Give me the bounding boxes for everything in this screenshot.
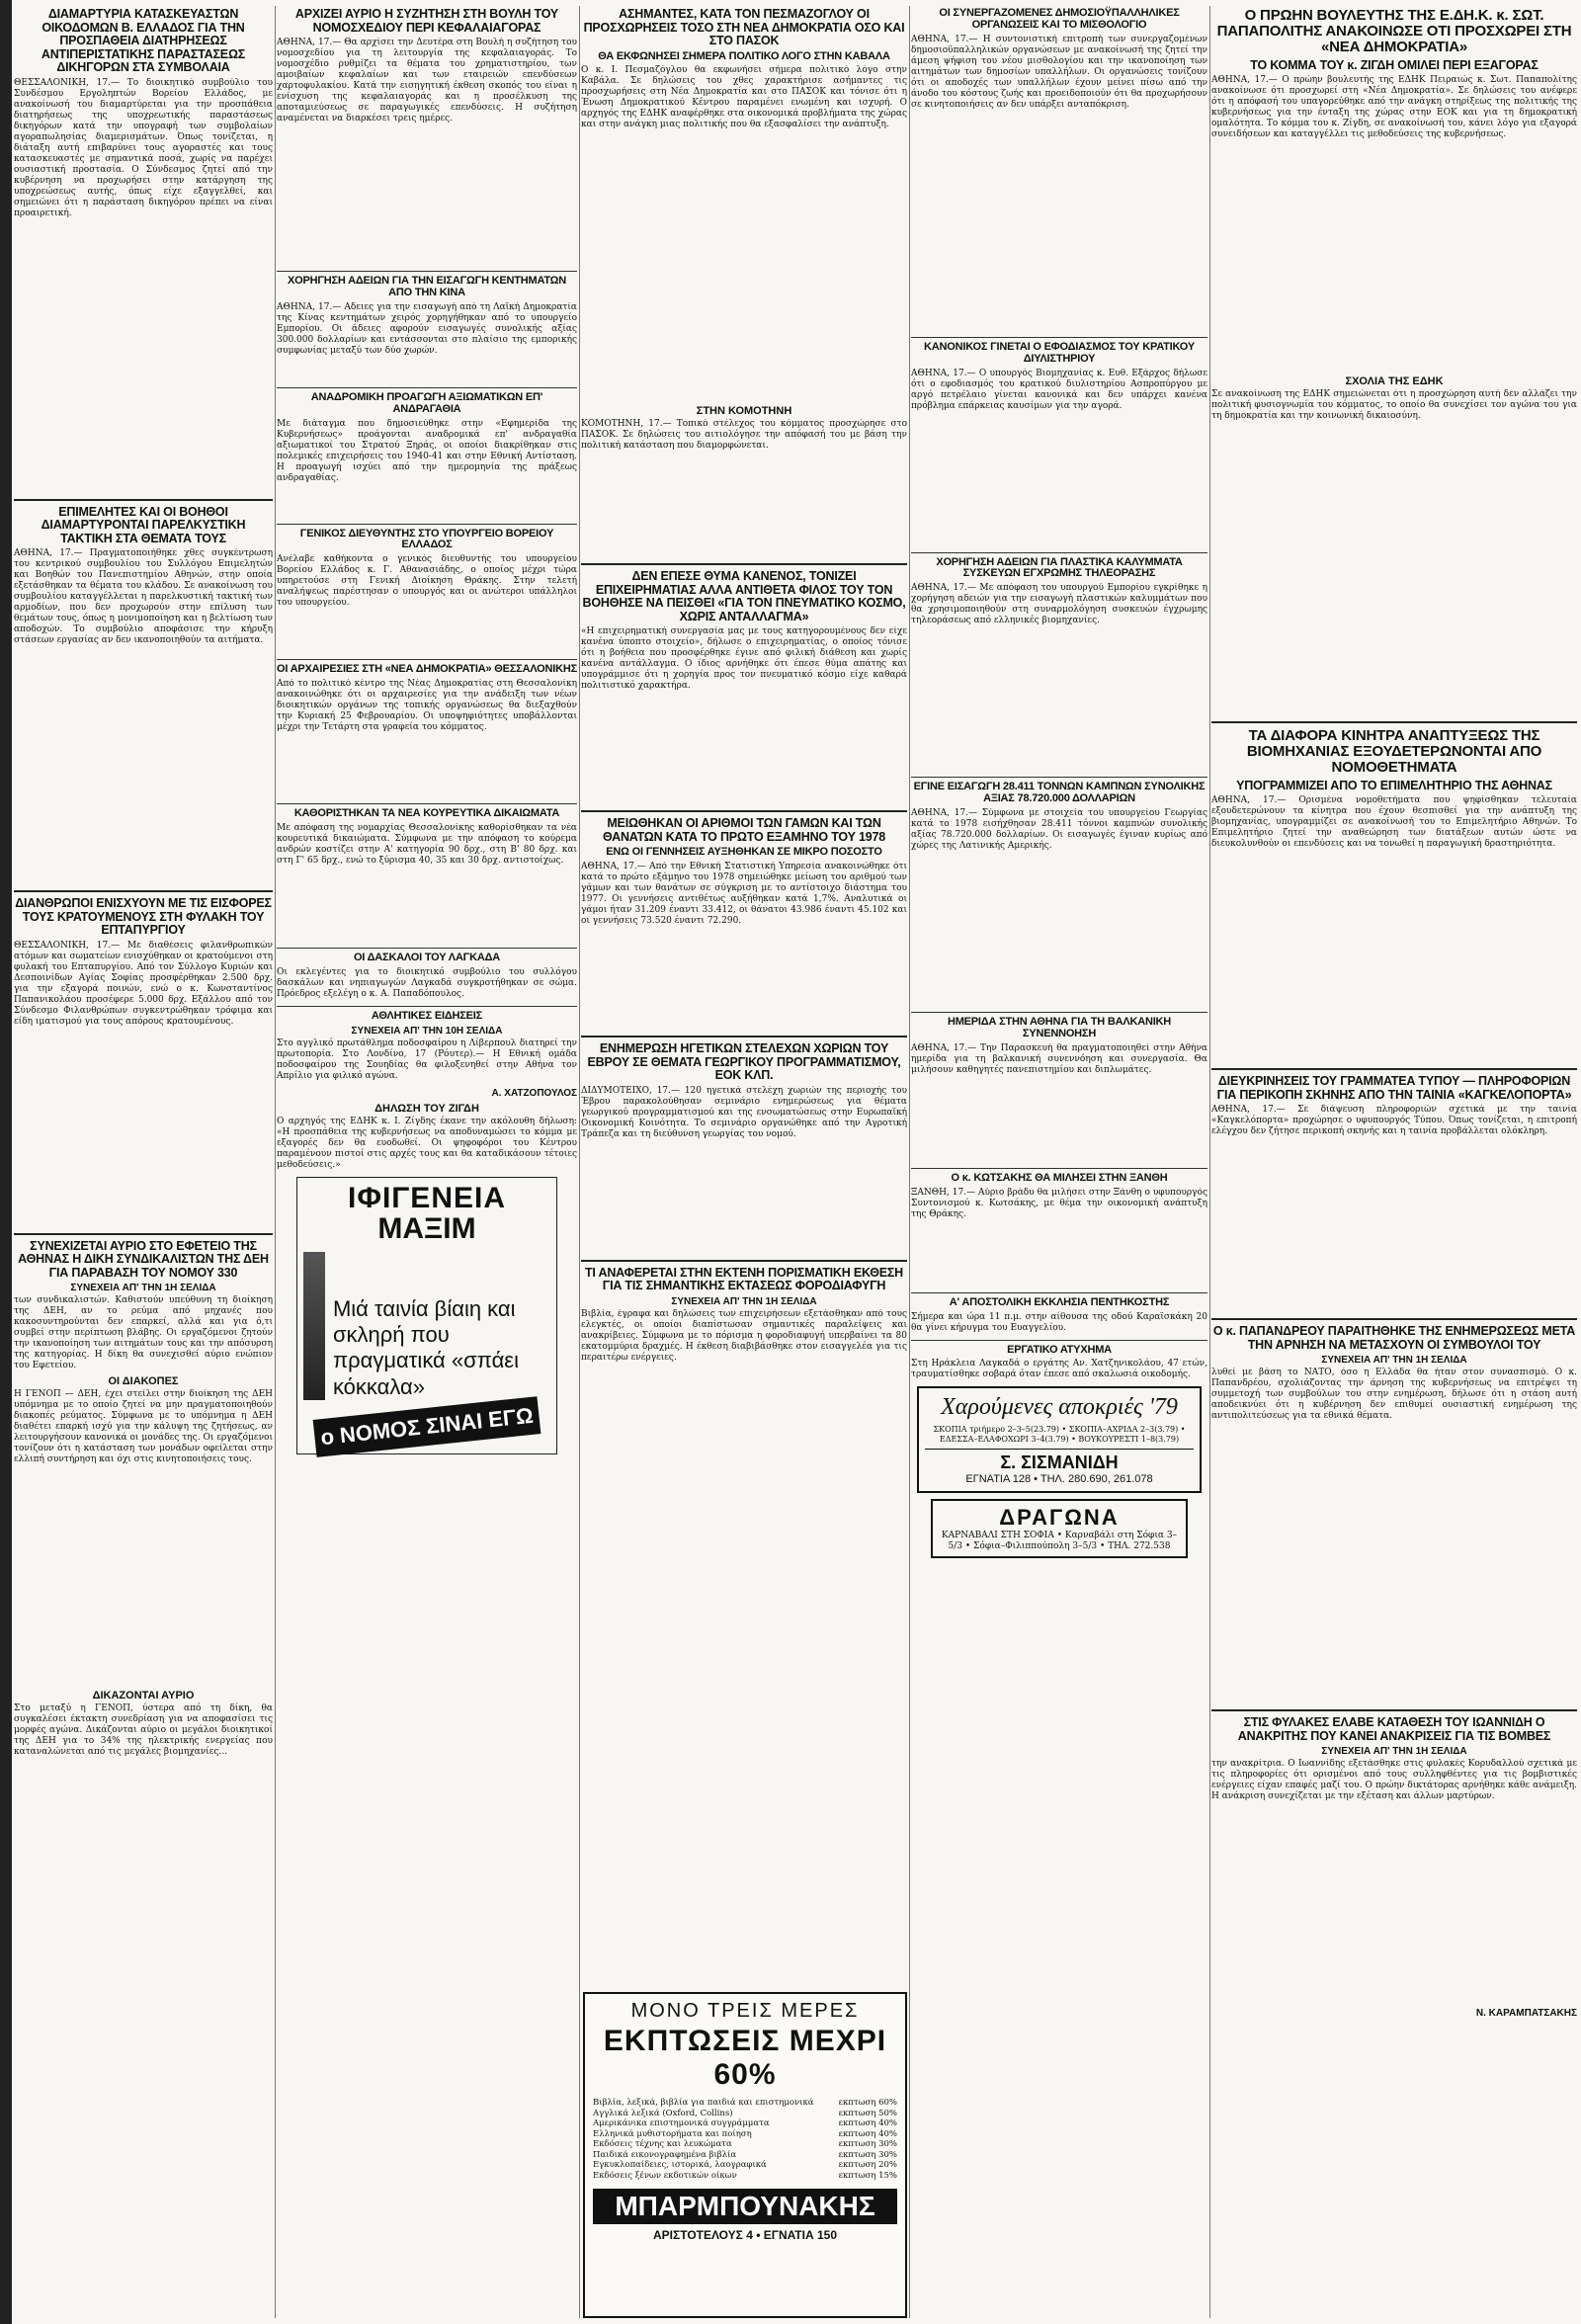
ad-item-row <box>593 2118 897 2129</box>
dragona-advertisement <box>931 1499 1188 1558</box>
divider <box>277 948 577 949</box>
article-body: ΑΘΗΝΑ, 17.— Ο πρώην βουλευτής της ΕΔΗΚ Πειραιώς κ. Σωτ. Παπαπολίτης ανακοίνωσε ότι προσχωρεί στη «Νέα Δημοκρατία». Σε δηλώσεις του ανέφερε ότι η απόφασή του υπαγορεύθηκε από την ανάγκη στηρίξεως της πολιτικής της κυβερνήσεως για την ένταξη της χώρας στην ΕΟΚ και για τη δημοκρατική ομαλότητα. Το κόμμα του κ. Ζίγδη, σε ανακοίνωσή του, κάνει λόγο για εξαγορά συνειδήσεων και καταγγέλλει τις μεθοδεύσεις της κυβερνήσεως. <box>1211 75 1577 140</box>
article-accident <box>911 1345 1207 1381</box>
headline: ΔΕΝ ΕΠΕΣΕ ΘΥΜΑ ΚΑΝΕΝΟΣ, ΤΟΝΙΖΕΙ ΕΠΙΧΕΙΡΗΜΑΤΙΑΣ ΑΛΛΑ ΑΝΤΙΘΕΤΑ ΦΙΛΟΣ ΤΟΥ ΤΟΝ ΒΟΗΘΗΣΕ ΝΑ ΠΕΙΣΘΕΙ «ΓΙΑ ΤΟΝ ΠΝΕΥΜΑΤΙΚΟ ΚΟΣΜΟ, ΧΩΡΙΣ ΑΝΤΑΛΛΑΓΜΑ» <box>582 569 906 623</box>
article-body: ΑΘΗΝΑ, 17.— Αδειες για την εισαγωγή από τη Λαϊκή Δημοκρατία της Κίνας κεντημάτων χειρός χορηγήθηκαν από το υπουργείο Εμπορίου. Οι άδειες αφορούν εισαγωγές συνολικής αξίας 300.000 δολλαρίων και εντάσσονται στο πλαίσιο της εμπορικής συμφωνίας μεταξύ των δύο χωρών. <box>277 301 577 356</box>
headline: ΕΝΗΜΕΡΩΣΗ ΗΓΕΤΙΚΩΝ ΣΤΕΛΕΧΩΝ ΧΩΡΙΩΝ ΤΟΥ ΕΒΡΟΥ ΣΕ ΘΕΜΑΤΑ ΓΕΩΡΓΙΚΟΥ ΠΡΟΓΡΑΜΜΑΤΙΣΜΟΥ, ΕΟΚ ΚΛΠ. <box>587 1041 901 1083</box>
article-general-director <box>277 529 577 654</box>
column-1 <box>14 6 273 1764</box>
article-body: των συνδικαλιστών. Καθιστούν υπεύθυνη τη διοίκηση της ΔΕΗ, αν το ρεύμα από μηχανές που κακοσυντηρούνται δεν επαρκεί, αλλά και για ό,τι συμβεί στην περίπτωση βλάβης. Οι εργαζόμενοι ζητούν την ικανοποίηση των αιτημάτων τους και την απόσυρση της κατηγορίας. Η δίκη θα συνεχισθεί αύριο ενώπιον του Εφετείου. <box>14 1295 273 1370</box>
ad-item-label: Αμερικάνικα επιστημονικά συγγράμματα <box>593 2118 770 2128</box>
article-civil-servants <box>911 8 1207 331</box>
headline: Ο ΠΡΩΗΝ ΒΟΥΛΕΥΤΗΣ ΤΗΣ Ε.ΔΗ.Κ. κ. ΣΩΤ. ΠΑΠΑΠΟΛΙΤΗΣ ΑΝΑΚΟΙΝΩΣΕ ΟΤΙ ΠΡΟΣΧΩΡΕΙ ΣΤΗ «ΝΕΑ ΔΗΜΟΚΡΑΤΙΑ» <box>1216 7 1572 56</box>
ad-item-row <box>593 2160 897 2171</box>
article-evros <box>581 1042 907 1254</box>
divider <box>911 1340 1207 1341</box>
continued-label: ΣΥΝΕΧΕΙΑ ΑΠ' ΤΗΝ 1Η ΣΕΛΙΔΑ <box>671 1295 817 1307</box>
subheading: ΔΗΛΩΣΗ ΤΟΥ ΖΙΓΔΗ <box>374 1102 479 1115</box>
headline: ΧΟΡΗΓΗΣΗ ΑΔΕΙΩΝ ΓΙΑ ΤΗΝ ΕΙΣΑΓΩΓΗ ΚΕΝΤΗΜΑΤΩΝ ΑΠΟ ΤΗΝ ΚΙΝΑ <box>287 275 567 298</box>
headline: ΑΣΗΜΑΝΤΕΣ, ΚΑΤΑ ΤΟΝ ΠΕΣΜΑΖΟΓΛΟΥ ΟΙ ΠΡΟΣΧΩΡΗΣΕΙΣ ΤΟΣΟ ΣΤΗ ΝΕΑ ΔΗΜΟΚΡΑΤΙΑ ΟΣΟ ΚΑΙ ΣΤΟ ΠΑΣΟΚ <box>583 7 905 47</box>
article-china-imports <box>277 276 577 381</box>
ad-title: ΔΡΑΓΩΝΑ <box>999 1504 1120 1530</box>
divider <box>277 524 577 525</box>
ad-company-address: ΕΓΝΑΤΙΑ 128 • ΤΗΛ. 280.690, 261.078 <box>965 1472 1153 1485</box>
article-body: Ο κ. Ι. Πεσμαζόγλου θα εκφωνήσει σήμερα πολιτικό λόγο στην Καβάλα. Σε δηλώσεις του χθες χαρακτήρισε ασήμαντες τις προσχωρήσεις στη Νέα Δημοκρατία και στο ΠΑΣΟΚ και τόνισε ότι η Ένωση Δημοκρατικού Κέντρου παραμένει ενωμένη και ισχυρή. Ο αρχηγός της ΕΔΗΚ αναφέρθηκε στα οικονομικά προβλήματα της χώρας και στην ανάγκη μιας πολιτικής που θα εξασφαλίσει την ανάπτυξη. <box>581 65 907 130</box>
ad-item-discount: εκπτωση 60% <box>838 2098 897 2108</box>
ad-item-label: Ελληνικά μυθιστορήματα και ποίηση <box>593 2128 752 2139</box>
ad-item-label: Εκδόσεις ξένων εκδοτικών οίκων <box>593 2170 737 2181</box>
article-body: ΞΑΝΘΗ, 17.— Αύριο βράδυ θα μιλήσει στην Ξάνθη ο υφυπουργός Συντονισμού κ. Κωτσάκης, με θέμα την οικονομική ανάπτυξη της Θράκης. <box>911 1187 1207 1219</box>
article-body: «Η επιχειρηματική συνεργασία μας με τους κατηγορουμένους δεν είχε κανένα ύποπτο στοιχείο», δήλωσε ο επιχειρηματίας, ο οποίος τόνισε ότι η βοήθεια που προσφέρθηκε έγινε από φιλική διάθεση και χωρίς κανένα αντάλλαγμα. Ο ίδιος αρνήθηκε ότι έπεσε θύμα απάτης και υπογράμμισε ότι η χορηγία προς τον πνευματικό κόσμο είχε καθαρά πολιτιστικό χαρακτήρα. <box>581 626 907 692</box>
article-body: Ανέλαβε καθήκοντα ο γενικός διευθυντής του υπουργείου Βορείου Ελλάδος κ. Γ. Αθανασιάδης, ο οποίος μέχρι τώρα υπηρετούσε στη Γενική Διοίκηση Θράκης. Στην τελετή αναλήψεως παρέστησαν ο υπουργός και οι ανώτεροι υπάλληλοι του υπουργείου. <box>277 554 577 609</box>
column-rule <box>1209 6 1210 2318</box>
article-prison-donations <box>14 897 273 1227</box>
subheadline: ΤΟ ΚΟΜΜΑ ΤΟΥ κ. ΖΙΓΔΗ ΟΜΙΛΕΙ ΠΕΡΙ ΕΞΑΓΟΡΑΣ <box>1250 57 1539 72</box>
headline: ΑΝΑΔΡΟΜΙΚΗ ΠΡΟΑΓΩΓΗ ΑΞΙΩΜΑΤΙΚΩΝ ΕΠ' ΑΝΔΡΑΓΑΘΙΑ <box>310 390 543 415</box>
divider <box>277 659 577 660</box>
article-industry <box>1211 728 1577 1062</box>
headline: ΟΙ ΣΥΝΕΡΓΑΖΟΜΕΝΕΣ ΔΗΜΟΣΙΟΫΠΑΛΛΗΛΙΚΕΣ ΟΡΓΑΝΩΣΕΙΣ ΚΑΙ ΤΟ ΜΙΣΘΟΛΟΓΙΟ <box>939 7 1180 31</box>
divider <box>581 1260 907 1262</box>
article-pesmazoglou <box>581 8 907 557</box>
divider <box>1211 1318 1577 1320</box>
article-body: ΑΘΗΝΑ, 17.— Με απόφαση του υπουργού Εμπορίου εγκρίθηκε η χορήγηση αδειών για την εισαγωγή πλαστικών καλυμμάτων που θα χρησιμοποιηθούν στη συναρμολόγηση συσκευών έγχρωμης τηλεοράσεως από ελληνικές βιομηχανίες. <box>911 583 1207 626</box>
article-officers-promotion <box>277 392 577 518</box>
divider <box>14 499 273 501</box>
headline: ΗΜΕΡΙΔΑ ΣΤΗΝ ΑΘΗΝΑ ΓΙΑ ΤΗ ΒΑΛΚΑΝΙΚΗ ΣΥΝΕΝΝΟΗΣΗ <box>947 1016 1172 1039</box>
headline: ΧΟΡΗΓΗΣΗ ΑΔΕΙΩΝ ΓΙΑ ΠΛΑΣΤΙΚΑ ΚΑΛΥΜΜΑΤΑ ΣΥΣΚΕΥΩΝ ΕΓΧΡΩΜΗΣ ΤΗΛΕΟΡΑΣΗΣ <box>936 555 1183 580</box>
headline: ΚΑΘΟΡΙΣΤΗΚΑΝ ΤΑ ΝΕΑ ΚΟΥΡΕΥΤΙΚΑ ΔΙΚΑΙΩΜΑΤΑ <box>293 807 560 820</box>
ad-item-label: Βιβλία, λεξικά, βιβλία για παιδιά και επιστημονικά <box>593 2098 814 2108</box>
article-sports <box>277 1011 577 1082</box>
headline: ΑΘΛΗΤΙΚΕΣ ΕΙΔΗΣΕΙΣ <box>371 1009 483 1022</box>
ad-item-row <box>593 2098 897 2109</box>
article-body: Με απόφαση της νομαρχίας Θεσσαλονίκης καθορίσθηκαν τα νέα κουρευτικά δικαιώματα. Σύμφωνα με την απόφαση το κούρεμα ανδρών κοστίζει στην Α' κατηγορία 90 δρχ., στη Β' 80 δρχ. και στη Γ' 65 δρχ., ενώ το ξύρισμα 40, 35 και 30 δρχ. αντιστοίχως. <box>277 823 577 866</box>
article-papandreou <box>1211 1325 1577 1703</box>
column-rule <box>579 6 580 2318</box>
column-4 <box>911 6 1207 1564</box>
headline: ΓΕΝΙΚΟΣ ΔΙΕΥΘΥΝΤΗΣ ΣΤΟ ΥΠΟΥΡΓΕΙΟ ΒΟΡΕΙΟΥ ΕΛΛΑΔΟΣ <box>299 527 554 551</box>
divider <box>911 1168 1207 1169</box>
ad-title: Χαρούμενες αποκριές '79 <box>941 1394 1178 1421</box>
byline: Ν. ΚΑΡΑΜΠΑΤΣΑΚΗΣ <box>1475 2008 1577 2020</box>
headline: Ο κ. ΠΑΠΑΝΔΡΕΟΥ ΠΑΡΑΙΤΗΘΗΚΕ ΤΗΣ ΕΝΗΜΕΡΩΣΕΩΣ ΜΕΤΑ ΤΗΝ ΑΡΝΗΣΗ ΝΑ ΜΕΤΑΣΧΟΥΝ ΟΙ ΣΥΜΒΟΥΛΟΙ ΤΟΥ <box>1212 1324 1576 1352</box>
ad-item-discount: εκπτωση 20% <box>838 2160 897 2170</box>
ad-slogan: Μιά ταινία βίαιη και σκληρή που πραγματικά «σπάει κόκκαλα» <box>332 1295 519 1399</box>
subheading: ΣΤΗΝ ΚΟΜΟΤΗΝΗ <box>696 405 792 418</box>
article-body: ΑΘΗΝΑ, 17.— Την Παρασκευή θα πραγματοποιηθεί στην Αθήνα ημερίδα για τη βαλκανική συνεννόηση και συνεργασία. Θα μιλήσουν καθηγητές πανεπιστημίου και διπλωμάτες. <box>911 1042 1207 1075</box>
column-3 <box>581 6 907 1493</box>
divider <box>911 1012 1207 1013</box>
ad-title: ΙΦΙΓΕΝΕΙΑ <box>347 1181 506 1214</box>
divider <box>911 1292 1207 1293</box>
divider <box>14 890 273 892</box>
headline: Α' ΑΠΟΣΤΟΛΙΚΗ ΕΚΚΛΗΣΙΑ ΠΕΝΤΗΚΟΣΤΗΣ <box>949 1295 1170 1308</box>
ad-item-discount: εκπτωση 30% <box>838 2149 897 2160</box>
ad-details: ΚΑΡΝΑΒΑΛΙ ΣΤΗ ΣΟΦΙΑ • Καρναβάλι στη Σόφια 3–5/3 • Σόφια–Φιλιππούπολη 3–5/3 • ΤΗΛ. 272.538 <box>941 1530 1178 1551</box>
continued-label: ΣΥΝΕΧΕΙΑ ΑΠ' ΤΗΝ 1Η ΣΕΛΙΔΑ <box>70 1283 216 1293</box>
ad-item-label: Εγκυκλοπαίδειες, ιστορικά, λαογραφικά <box>593 2160 767 2170</box>
divider <box>277 803 577 804</box>
headline: ΕΡΓΑΤΙΚΟ ΑΤΥΧΗΜΑ <box>1007 1343 1112 1356</box>
byline: Α. ΧΑΤΖΟΠΟΥΛΟΣ <box>491 1087 577 1099</box>
article-film-cut <box>1211 1075 1577 1312</box>
headline: ΣΥΝΕΧΙΖΕΤΑΙ ΑΥΡΙΟ ΣΤΟ ΕΦΕΤΕΙΟ ΤΗΣ ΑΘΗΝΑΣ Η ΔΙΚΗ ΣΥΝΔΙΚΑΛΙΣΤΩΝ ΤΗΣ ΔΕΗ ΓΙΑ ΠΑΡΑΒΑΣΗ ΤΟΥ ΝΟΜΟΥ 330 <box>18 1238 269 1280</box>
headline: ΚΑΝΟΝΙΚΟΣ ΓΙΝΕΤΑΙ Ο ΕΦΟΔΙΑΣΜΟΣ ΤΟΥ ΚΡΑΤΙΚΟΥ ΔΙΥΛΙΣΤΗΡΙΟΥ <box>924 340 1195 365</box>
ad-address: ΑΡΙΣΤΟΤΕΛΟΥΣ 4 • ΕΓΝΑΤΙΑ 150 <box>653 2228 837 2242</box>
column-rule <box>275 6 276 2318</box>
travel-advertisement <box>917 1386 1202 1492</box>
headline: ΟΙ ΑΡΧΑΙΡΕΣΙΕΣ ΣΤΗ «ΝΕΑ ΔΗΜΟΚΡΑΤΙΑ» ΘΕΣΣΑΛΟΝΙΚΗΣ <box>277 663 577 676</box>
divider <box>581 810 907 812</box>
article-body: ΑΘΗΝΑ, 17.— Ορισμένα νομοθετήματα που ψηφίσθηκαν τελευταία εξουδετερώνουν τα κίνητρα που έχουν θεσπισθεί για την ανάπτυξη της βιομηχανίας, υπογραμμίζει σε ανακοίνωσή του το Επιμελητήριο Αθηνών. Το Επιμελητήριο ζητεί την αναθεώρηση των διατάξεων αυτών ώστε να διευκολυνθούν οι επενδύσεις και να τονωθεί η παραγωγική δραστηριότητα. <box>1211 795 1577 850</box>
article-body: Σε ανακοίνωση της ΕΔΗΚ σημειώνεται ότι η προσχώρηση αυτή δεν αλλάζει την πολιτική φυσιογνωμία του κόμματος, το οποίο θα συνεχίσει τον αγώνα του για τη δημοκρατία και την κοινωνική δικαιοσύνη. <box>1211 389 1577 422</box>
article-body: ΑΘΗΝΑ, 17.— Θα αρχίσει την Δευτέρα στη Βουλή η συζήτηση του νομοσχεδίου για τη λειτουργία της κεφαλαιαγοράς. Το νομοσχέδιο ρυθμίζει τα θέματα του χρηματιστηρίου, των αμοιβαίων κεφαλαίων και των εταιρειών επενδύσεων χαρτοφυλακίου. Κατά την εισηγητική έκθεση σκοπός του είναι η ενίσχυση της κεφαλαιαγοράς και η προσέλκυση της αποταμιεύσεως σε παραγωγικές επενδύσεις. Η συζήτηση αναμένεται να διαρκέσει τρεις ημέρες. <box>277 38 577 124</box>
article-church <box>911 1297 1207 1334</box>
ad-schedule: ΣΚΟΠΙΑ τριήμερο 2–3–5(23.79) • ΣΚΟΠΙΑ–ΑΧΡΙΔΑ 2–3(3.79) • ΕΔΕΣΣΑ–ΕΛΑΦΟΧΩΡΙ 3–4(3.79) • ΒΟΥΚΟΥΡΕΣΤΙ 1–8(3.79) <box>933 1424 1186 1444</box>
article-nd-elections <box>277 664 577 797</box>
ad-item-label: Παιδικά εικονογραφημένα βιβλία <box>593 2149 737 2160</box>
continued-label: ΣΥΝΕΧΕΙΑ ΑΠ' ΤΗΝ 1Η ΣΕΛΙΔΑ <box>1321 1746 1467 1758</box>
article-marriages-deaths <box>581 817 907 1030</box>
article-body: Οι εκλεγέντες για το διοικητικό συμβούλιο του συλλόγου δασκάλων και νηπιαγωγών Λαγκαδά συγκροτήθηκαν σε σώμα. Πρόεδρος εξελέγη ο κ. Α. Παπαδόπουλος. <box>277 966 577 999</box>
article-body: ΑΘΗΝΑ, 17.— Από την Εθνική Στατιστική Υπηρεσία ανακοινώθηκε ότι κατά το πρώτο εξάμηνο του 1978 σημειώθηκε μείωση του αριθμού των γάμων και των θανάτων σε σύγκριση με το αντίστοιχο διάστημα του 1977. Οι γεννήσεις αντιθέτως αυξήθηκαν κατά 1,7%. Αναλυτικά οι γάμοι ήταν 31.209 έναντι 33.412, οι θάνατοι 43.986 έναντι 45.102 και οι γεννήσεις 73.520 έναντι 72.290. <box>581 862 907 927</box>
continued-label: ΣΥΝΕΧΕΙΑ ΑΠ' ΤΗΝ 1Η ΣΕΛΙΔΑ <box>1321 1355 1467 1367</box>
article-businessman <box>581 570 907 804</box>
column-rule <box>909 6 910 2318</box>
headline: Ο κ. ΚΩΤΣΑΚΗΣ ΘΑ ΜΙΛΗΣΕΙ ΣΤΗΝ ΞΑΝΘΗ <box>951 1171 1168 1184</box>
article-body: Ο αρχηγός της ΕΔΗΚ κ. Ι. Ζίγδης έκανε την ακόλουθη δήλωση: «Η προσπάθεια της κυβερνήσεως να αποδυναμώσει το κόμμα με εξαγορές δεν θα ευοδωθεί. Οι ψηφοφόροι του Κέντρου παραμένουν πιστοί στις αρχές τους και θα καταδικάσουν τέτοιες μεθοδεύσεις.» <box>277 1116 577 1170</box>
article-body: ΘΕΣΣΑΛΟΝΙΚΗ, 17.— Με διαθέσεις φιλανθρωπικών ατόμων και σωματείων ενισχύθηκαν οι κρατούμενοι στη φυλακή του Επταπυργίου. Από τον Σύλλογο Κυριών και Δεσποινίδων Αγίας Σοφίας προσφέρθηκαν 2.500 δρχ. για την εξαγορά ποινών, ενώ ο κ. Κωνσταντίνος Παπανικολάου προσέφερε 5.000 δρχ. Εξάλλου από τον Σύνδεσμο Φιλανθρώπων συγκεντρώθηκαν τρόφιμα και είδη ιματισμού για τους απόρους κρατουμένους. <box>14 940 273 1027</box>
ad-item-row <box>593 2139 897 2150</box>
article-papapolitis <box>1211 8 1577 715</box>
article-body: ΔΙΔΥΜΟΤΕΙΧΟ, 17.— 120 ηγετικά στελέχη χωριών της περιοχής του Έβρου παρακολούθησαν σεμινάριο ενημερώσεως για θέματα γεωργικού προγραμματισμού και της ενσωματώσεως στην Ευρωπαϊκή Οικονομική Κοινότητα. Το σεμινάριο οργανώθηκε από την Αγροτική Τράπεζα και τη διεύθυνση γεωργίας του νομού. <box>581 1085 907 1139</box>
article-body: Στη Ηράκλεια Λαγκαδά ο εργάτης Αν. Χατζηνικολάου, 47 ετών, τραυματίσθηκε σοβαρά όταν έπεσε από σκαλωσιά οικοδομής. <box>911 1359 1207 1380</box>
column-5 <box>1211 6 1577 2025</box>
page-edge <box>0 0 12 2324</box>
ad-logo: ο ΝΟΜΟΣ ΣΙΝΑΙ ΕΓΩ <box>313 1396 541 1457</box>
subheadline: ΥΠΟΓΡΑΜΜΙΖΕΙ ΑΠΟ ΤΟ ΕΠΙΜΕΛΗΤΗΡΙΟ ΤΗΣ ΑΘΗΝΑΣ <box>1236 778 1552 792</box>
article-body: Σήμερα και ώρα 11 π.μ. στην αίθουσα της οδού Καραϊσκάκη 20 θα γίνει κήρυγμα του Ευαγγελίου. <box>911 1311 1207 1333</box>
article-body: ΑΘΗΝΑ, 17.— Ο υπουργός Βιομηχανίας κ. Ευθ. Εξάρχος δήλωσε ότι ο εφοδιασμός του κρατικού διυλιστηρίου Ασπροπύργου με αργό πετρέλαιο γίνεται κανονικά και δεν υπάρχει κανένα πρόβλημα επάρκειας καυσίμων για την αγορά. <box>911 368 1207 411</box>
article-barber-fees <box>277 808 577 942</box>
headline: ΕΓΙΝΕ ΕΙΣΑΓΩΓΗ 28.411 ΤΟΝΝΩΝ ΚΑΜΠΝΩΝ ΣΥΝΟΛΙΚΗΣ ΑΞΙΑΣ 78.720.000 ΔΟΛΛΑΡΙΩΝ <box>913 781 1206 805</box>
subheadline: ΘΑ ΕΚΦΩΝΗΣΕΙ ΣΗΜΕΡΑ ΠΟΛΙΤΙΚΟ ΛΟΓΟ ΣΤΗΝ ΚΑΒΑΛΑ <box>598 49 890 62</box>
article-tv-covers <box>911 557 1207 772</box>
divider <box>14 1233 273 1235</box>
ad-top-line: ΜΟΝΟ ΤΡΕΙΣ ΜΕΡΕΣ <box>630 2000 860 2022</box>
divider <box>911 777 1207 778</box>
article-body: ΑΘΗΝΑ, 17.— Σύμφωνα με στοιχεία του υπουργείου Γεωργίας κατά το 1978 εισήχθησαν 28.411 τόννοι καμπνών συνολικής αξίας 78.720.000 δολλαρίων. Οι εισαγωγές έγιναν κυρίως από χώρες της Λατινικής Αμερικής. <box>911 808 1207 851</box>
ad-item-row <box>593 2109 897 2119</box>
subheading: ΔΙΚΑΖΟΝΤΑΙ ΑΥΡΙΟ <box>92 1690 195 1702</box>
ad-item-row <box>593 2171 897 2182</box>
headline: ΕΠΙΜΕΛΗΤΕΣ ΚΑΙ ΟΙ ΒΟΗΘΟΙ ΔΙΑΜΑΡΤΥΡΟΝΤΑΙ ΠΑΡΕΛΚΥΣΤΙΚΗ ΤΑΚΤΙΚΗ ΣΤΑ ΘΕΜΑΤΑ ΤΟΥΣ <box>41 504 246 545</box>
headline: ΔΙΕΥΚΡΙΝΗΣΕΙΣ ΤΟΥ ΓΡΑΜΜΑΤΕΑ ΤΥΠΟΥ — ΠΛΗΡΟΦΟΡΙΩΝ ΓΙΑ ΠΕΡΙΚΟΠΗ ΣΚΗΝΗΣ ΑΠΟ ΤΗΝ ΤΑΙΝΙΑ «ΚΑΓΚΕΛΟΠΟΡΤΑ» <box>1216 1074 1572 1102</box>
article-refinery <box>911 342 1207 546</box>
divider <box>1211 1068 1577 1070</box>
ad-item-label: Αγγλικά λεξικά (Oxford, Collins) <box>593 2108 733 2118</box>
headline: ΔΙΑΝΘΡΩΠΟΙ ΕΝΙΣΧΥΟΥΝ ΜΕ ΤΙΣ ΕΙΣΦΟΡΕΣ ΤΟΥΣ ΚΡΑΤΟΥΜΕΝΟΥΣ ΣΤΗ ΦΥΛΑΚΗ ΤΟΥ ΕΠΤΑΠΥΡΓΙΟΥ <box>15 896 272 937</box>
article-body: Στο μεταξύ η ΓΕΝΟΠ, ύστερα από τη δίκη, θα συγκαλέσει έκτακτη συνεδρίαση για να αποφασίσει τις μορφές αγώνα. Δικάζονται αύριο οι μεγάλοι διοικητικοί της ΔΕΗ για το 34% της ηλεκτρικής ενεργείας που καταναλώνεται από τις μεγάλες βιομηχανίες... <box>14 1703 273 1757</box>
headline: ΜΕΙΩΘΗΚΑΝ ΟΙ ΑΡΙΘΜΟΙ ΤΩΝ ΓΑΜΩΝ ΚΑΙ ΤΩΝ ΘΑΝΑΤΩΝ ΚΑΤΑ ΤΟ ΠΡΩΤΟ ΕΞΑΜΗΝΟ ΤΟΥ 1978 <box>602 816 886 844</box>
headline: ΤΑ ΔΙΑΦΟΡΑ ΚΙΝΗΤΡΑ ΑΝΑΠΤΥΞΕΩΣ ΤΗΣ ΒΙΟΜΗΧΑΝΙΑΣ ΕΞΟΥΔΕΤΕΡΩΝΟΝΤΑΙ ΑΠΟ ΝΟΜΟΘΕΤΗΜΑΤΑ <box>1246 727 1542 777</box>
headline: ΣΤΙΣ ΦΥΛΑΚΕΣ ΕΛΑΒΕ ΚΑΤΑΘΕΣΗ ΤΟΥ ΙΩΑΝΝΙΔΗ Ο ΑΝΑΚΡΙΤΗΣ ΠΟΥ ΚΑΝΕΙ ΑΝΑΚΡΙΣΕΙΣ ΓΙΑ ΤΙΣ ΒΟΜΒΕΣ <box>1237 1715 1551 1743</box>
headline: ΑΡΧΙΖΕΙ ΑΥΡΙΟ Η ΣΥΖΗΤΗΣΗ ΣΤΗ ΒΟΥΛΗ ΤΟΥ ΝΟΜΟΣΧΕΔΙΟΥ ΠΕΡΙ ΚΕΦΑΛΑΙΑΓΟΡΑΣ <box>294 7 559 35</box>
divider <box>911 552 1207 553</box>
ad-item-discount: εκπτωση 15% <box>838 2170 897 2181</box>
article-body: την ανακρίτρια. Ο Ιωαννίδης εξετάσθηκε στις φυλακές Κορυδαλλού σχετικά με τις πληροφορίες ότι ορισμένοι από τους συλληφθέντες για τις βομβιστικές ενέργειες είχαν επαφές μαζί του. Ο πρώην δικτάτορας αρνήθηκε κάθε ανάμειξη. Η ανάκριση συνεχίζεται με την εξέταση και άλλων μαρτύρων. <box>1211 1759 1577 1802</box>
divider <box>1211 721 1577 723</box>
divider <box>911 337 1207 338</box>
headline: ΔΙΑΜΑΡΤΥΡΙΑ ΚΑΤΑΣΚΕΥΑΣΤΩΝ ΟΙΚΟΔΟΜΩΝ Β. ΕΛΛΑΔΟΣ ΓΙΑ ΤΗΝ ΠΡΟΣΠΑΘΕΙΑ ΔΙΑΤΗΡΗΣΕΩΣ ΑΝΤΙΠΕΡΙΣΤΑΤΙΚΗΣ ΠΑΡΑΣΤΑΣΕΩΣ ΔΙΚΗΓΟΡΩΝ ΣΤΑ ΣΥΜΒΟΛΑΙΑ <box>41 7 246 74</box>
ad-item-row <box>593 2150 897 2161</box>
article-body: Στο αγγλικό πρωτάθλημα ποδοσφαίρου η Λίβερπουλ διατηρεί την πρωτοπορία. Στο Λονδίνο, 17 (Ρόυτερ).— Η Εθνική ομάδα ποδοσφαίρου της Σουηδίας θα φιλοξενηθεί στην Αθήνα τον Απρίλιο για φιλικό αγώνα. <box>277 1038 577 1081</box>
ad-item-discount: εκπτωση 50% <box>838 2108 897 2118</box>
article-body: ΑΘΗΝΑ, 17.— Πραγματοποιήθηκε χθες συγκέντρωση του κεντρικού συμβουλίου του Συλλόγου Επιμελητών και Βοηθών του Πανεπιστημίου Αθηνών, στην οποία εξετάσθηκαν τα θέματα του κλάδου. Σε ανακοίνωση του συμβουλίου καταγγέλλεται η παρελκυστική τακτική των αρμοδίων, που δεν προχωρούν στην επίλυση των θεμάτων τους, όπως η μονιμοποίηση και η βελτίωση των αποδοχών. Το συμβούλιο αποφάσισε την κήρυξη στάσεων εργασίας αν δεν ικανοποιηθούν τα αιτήματα. <box>14 548 273 645</box>
article-body: ΑΘΗΝΑ, 17.— Σε διάψευση πληροφοριών σχετικά με την ταινία «Καγκελόπορτα» προχώρησε ο υφυπουργός Τύπου. Όπως τονίζεται, η επιτροπή ελέγχου δεν ζήτησε περικοπή σκηνής και η ταινία προβάλλεται ολόκληρη. <box>1211 1105 1577 1137</box>
subheading: ΣΧΟΛΙΑ ΤΗΣ ΕΔΗΚ <box>1345 375 1444 388</box>
article-body: ΘΕΣΣΑΛΟΝΙΚΗ, 17.— Το διοικητικό συμβούλιο του Συνδέσμου Εργοληπτών Βορείου Ελλάδος, με ανακοίνωσή του διαμαρτύρεται για την προσπάθεια διατηρήσεως της υποχρεωτικής παραστάσεως δικηγόρων κατά την υπογραφή των συμβολαίων αγοραπωλησίας διαμερισμάτων. Όπως τονίζεται, η διάταξη αυτή επιβαρύνει τους αγοραστές και τους κατασκευαστές με σημαντικά ποσά, χωρίς να παρέχει ουσιαστική προστασία. Ο Σύνδεσμος ζητεί από την κυβέρνηση να προχωρήσει στην κατάργηση της υποχρεώσεως αυτής, όπως είχε εξαγγελθεί, και σημειώνει ότι η παράσταση δικηγόρου πρέπει να είναι προαιρετική. <box>14 77 273 218</box>
subheading: ΟΙ ΔΙΑΚΟΠΕΣ <box>108 1375 179 1387</box>
article-ioannidis <box>1211 1716 1577 2019</box>
article-kotsakis <box>911 1173 1207 1286</box>
divider <box>581 1036 907 1038</box>
divider <box>277 271 577 272</box>
movie-advertisement <box>296 1177 557 1455</box>
ad-items <box>593 2098 897 2181</box>
ad-item-row <box>593 2129 897 2140</box>
continued-label: ΣΥΝΕΧΕΙΑ ΑΠ' ΤΗΝ 10Η ΣΕΛΙΔΑ <box>351 1025 503 1037</box>
article-dei-trial <box>14 1240 273 1759</box>
bookstore-advertisement <box>583 1992 907 2318</box>
divider <box>277 387 577 388</box>
article-balkan <box>911 1017 1207 1162</box>
article-curators <box>14 506 273 885</box>
article-body: ΚΟΜΟΤΗΝΗ, 17.— Τοπικό στέλεχος του κόμματος προσχώρησε στο ΠΑΣΟΚ. Σε δηλώσεις του αιτιολόγησε την απόφασή του με βάση την πολιτική κατάσταση που διαμορφώνεται. <box>581 419 907 452</box>
article-capital-market <box>277 8 577 265</box>
article-body: Από το πολιτικό κέντρο της Νέας Δημοκρατίας στη Θεσσαλονίκη ανακοινώθηκε ότι οι αρχαιρεσίες για την ανάδειξη των νέων διοικητικών οργάνων της τοπικής οργανώσεως θα διεξαχθούν την Κυριακή 25 Φεβρουαρίου. Οι υποψηφιότητες υποβάλλονται μέχρι την Τετάρτη στα γραφεία του κόμματος. <box>277 679 577 733</box>
subheadline: ΕΝΩ ΟΙ ΓΕΝΝΗΣΕΙΣ ΑΥΞΗΘΗΚΑΝ ΣΕ ΜΙΚΡΟ ΠΟΣΟΣΤΟ <box>606 846 882 859</box>
article-imports <box>911 782 1207 1006</box>
ad-company: Σ. ΣΙΣΜΑΝΙΔΗ <box>925 1449 1194 1473</box>
ad-item-discount: εκπτωση 40% <box>838 2118 897 2128</box>
article-body: Με διάταγμα που δημοσιεύθηκε στην «Εφημερίδα της Κυβερνήσεως» προάγονται αναδρομικά επ' ανδραγαθία αξιωματικοί του Στρατού Ξηράς, οι οποίοι διακρίθηκαν στις πολεμικές επιχειρήσεις του 1940-41 και στην Εθνική Αντίσταση. Η προαγωγή ισχύει από την ημερομηνία της πράξεως ανδραγαθίας. <box>277 418 577 483</box>
ad-item-discount: εκπτωση 40% <box>838 2128 897 2139</box>
divider <box>277 1006 577 1007</box>
article-contractors <box>14 8 273 493</box>
headline: ΤΙ ΑΝΑΦΕΡΕΤΑΙ ΣΤΗΝ ΕΚΤΕΝΗ ΠΟΡΙΣΜΑΤΙΚΗ ΕΚΘΕΣΗ ΓΙΑ ΤΙΣ ΣΗΜΑΝΤΙΚΗΣ ΕΚΤΑΣΕΩΣ ΦΟΡΟΔΙΑΦΥΓΗ <box>584 1265 904 1293</box>
ad-headline: ΕΚΠΤΩΣΕΙΣ ΜΕΧΡΙ 60% <box>603 2025 887 2091</box>
ad-photo <box>303 1252 325 1400</box>
ad-brand: ΜΠΑΡΜΠΟΥΝΑΚΗΣ <box>593 2189 897 2224</box>
headline: ΟΙ ΔΑΣΚΑΛΟΙ ΤΟΥ ΛΑΓΚΑΔΑ <box>353 952 501 963</box>
article-teachers <box>277 953 577 1000</box>
article-body: λυθεί με βάση το ΝΑΤΟ, όσο η Ελλάδα θα ήταν στον συνασπισμό. Ο κ. Παπανδρέου, σχολιάζοντας την άρνηση της κυβερνήσεως να επιτρέψει τη συμμετοχή των συμβούλων του στην ενημέρωση, δήλωσε ότι η στάση αυτή αποδεικνύει ότι η κυβέρνηση δεν επιθυμεί ουσιαστική ενημέρωση της αντιπολιτεύσεως για τα εθνικά θέματα. <box>1211 1368 1577 1422</box>
article-body: ΑΘΗΝΑ, 17.— Η συντονιστική επιτροπή των συνεργαζομένων δημοσιοϋπαλληλικών οργανώσεων με ανακοίνωσή της ζητεί την άμεση ψήφιση του νέου μισθολογίου και την ικανοποίηση των αιτημάτων των δημοσίων υπαλλήλων. Οι οργανώσεις τονίζουν ότι οι αποδοχές των υπαλλήλων έχουν μείνει πίσω από την άνοδο του κόστους ζωής και προειδοποιούν ότι θα προχωρήσουν σε κινητοποιήσεις αν δεν υπάρξει ανταπόκριση. <box>911 34 1207 110</box>
divider <box>1211 1709 1577 1711</box>
article-tax-evasion <box>581 1267 907 1487</box>
ad-item-discount: εκπτωση 30% <box>838 2139 897 2149</box>
column-2 <box>277 6 577 1460</box>
article-body: Η ΓΕΝΟΠ — ΔΕΗ, έχει στείλει στην διοίκηση της ΔΕΗ υπόμνημα με το οποίο ζητεί να μην πραγματοποιηθούν διακοπές ρεύματος. Σύμφωνα με το υπόμνημα η ΔΕΗ διαθέτει επαρκή ισχύ για την κάλυψη της ζητήσεως, αν λειτουργήσουν κανονικά οι μονάδες της. Οι εργαζόμενοι τονίζουν ότι η κατάσταση των μονάδων οφείλεται στην ελλιπή συντήρηση και όχι στις κινητοποιήσεις τους. <box>14 1389 273 1464</box>
divider <box>581 563 907 565</box>
ad-item-label: Εκδόσεις τέχνης και λευκώματα <box>593 2139 732 2149</box>
ad-subtitle: ΜΑΞΙΜ <box>377 1211 476 1245</box>
article-body: Βιβλία, έγραφα και δηλώσεις των επιχειρήσεων εξετάσθηκαν από τους ελεγκτές, οι οποίοι διαπίστωσαν σημαντικές παραλείψεις και ανακρίβειες. Σύμφωνα με το πόρισμα η φοροδιαφυγή υπερβαίνει τα 80 εκατομμύρια δραχμές. Η έκθεση διαβιβάσθηκε στον εισαγγελέα για τις περαιτέρω ενέργειες. <box>581 1308 907 1363</box>
